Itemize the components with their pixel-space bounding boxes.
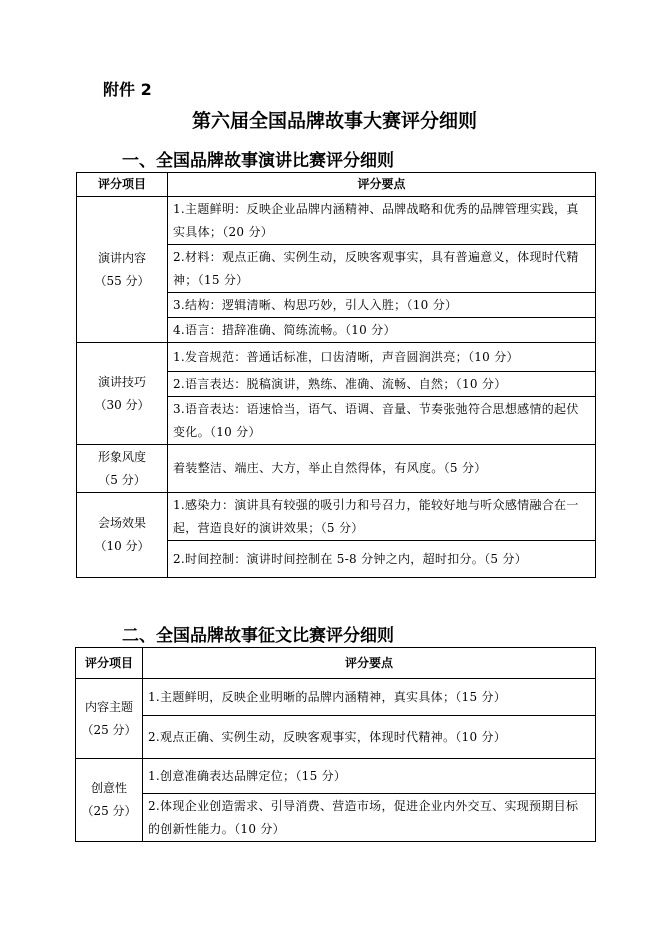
table-row xyxy=(76,759,596,794)
section2-title: 二、全国品牌故事征文比赛评分细则 xyxy=(122,626,394,646)
category-cell xyxy=(77,445,168,493)
category-cell xyxy=(77,197,168,343)
criterion-cell: 2.材料：观点正确、实例生动，反映客观事实，具有普遍意义，体现时代精神；（15 分） xyxy=(168,245,596,293)
category-score: （25 分） xyxy=(81,722,137,737)
criterion-cell: 1.感染力：演讲具有较强的吸引力和号召力，能较好地与听众感情融合在一起，营造良好的演讲效果；（5 分） xyxy=(168,493,596,541)
criterion-cell: 2.时间控制：演讲时间控制在 5-8 分钟之内，超时扣分。（5 分） xyxy=(168,541,596,578)
header-points: 评分要点 xyxy=(143,648,596,679)
category-cell xyxy=(76,679,143,759)
criterion-cell: 4.语言：措辞准确、简练流畅。（10 分） xyxy=(168,318,596,343)
criterion-cell: 着装整洁、端庄、大方，举止自然得体，有风度。（5 分） xyxy=(168,445,596,493)
criterion-cell: 2.观点正确、实例生动，反映客观事实，体现时代精神。（10 分） xyxy=(143,716,596,759)
essay-scoring-table xyxy=(75,647,596,842)
header-category: 评分项目 xyxy=(76,648,143,679)
criterion-cell: 3.语音表达：语速恰当，语气、语调、音量、节奏张弛符合思想感情的起伏变化。（10 分） xyxy=(168,397,596,445)
category-name: 演讲内容 xyxy=(97,250,146,265)
category-name: 内容主题 xyxy=(84,699,133,714)
table-row xyxy=(76,794,596,842)
criterion-cell: 1.主题鲜明：反映企业品牌内涵精神、品牌战略和优秀的品牌管理实践，真实具体；（20 分） xyxy=(168,197,596,245)
header-points: 评分要点 xyxy=(168,173,596,197)
category-name: 创意性 xyxy=(90,781,127,795)
category-score: （30 分） xyxy=(94,397,150,412)
criterion-cell: 1.发音规范：普通话标准，口齿清晰，声音圆润洪亮；（10 分） xyxy=(168,343,596,372)
table-row xyxy=(77,493,596,541)
category-score: （55 分） xyxy=(94,273,150,288)
criterion-cell: 1.创意准确表达品牌定位；（15 分） xyxy=(143,759,596,794)
criterion-cell: 1.主题鲜明，反映企业明晰的品牌内涵精神，真实具体；（15 分） xyxy=(143,679,596,716)
category-cell xyxy=(77,493,168,578)
document-title: 第六届全国品牌故事大赛评分细则 xyxy=(191,110,477,132)
category-score: （5 分） xyxy=(98,472,146,487)
criterion-cell: 2.体现企业创造需求、引导消费、营造市场，促进企业内外交互、实现预期目标的创新性能力。（10 分） xyxy=(143,794,596,842)
table-row xyxy=(77,197,596,245)
criterion-cell: 2.语言表达：脱稿演讲，熟练、准确、流畅、自然；（10 分） xyxy=(168,372,596,397)
table-header-row xyxy=(77,173,596,197)
table-row xyxy=(77,343,596,372)
table-row xyxy=(76,716,596,759)
category-name: 形象风度 xyxy=(97,449,146,464)
category-score: （10 分） xyxy=(94,539,150,553)
table-row xyxy=(76,679,596,716)
category-cell xyxy=(77,343,168,445)
category-score: （25 分） xyxy=(81,804,137,818)
criterion-cell: 3.结构：逻辑清晰、构思巧妙，引人入胜；（10 分） xyxy=(168,293,596,318)
speech-scoring-table xyxy=(76,172,596,578)
table-row xyxy=(77,445,596,493)
header-category: 评分项目 xyxy=(77,173,168,197)
category-cell xyxy=(76,759,143,842)
table-header-row xyxy=(76,648,596,679)
category-name: 演讲技巧 xyxy=(97,374,146,389)
attachment-label: 附件 2 xyxy=(103,80,152,99)
category-name: 会场效果 xyxy=(97,516,146,530)
section1-title: 一、全国品牌故事演讲比赛评分细则 xyxy=(122,151,394,171)
